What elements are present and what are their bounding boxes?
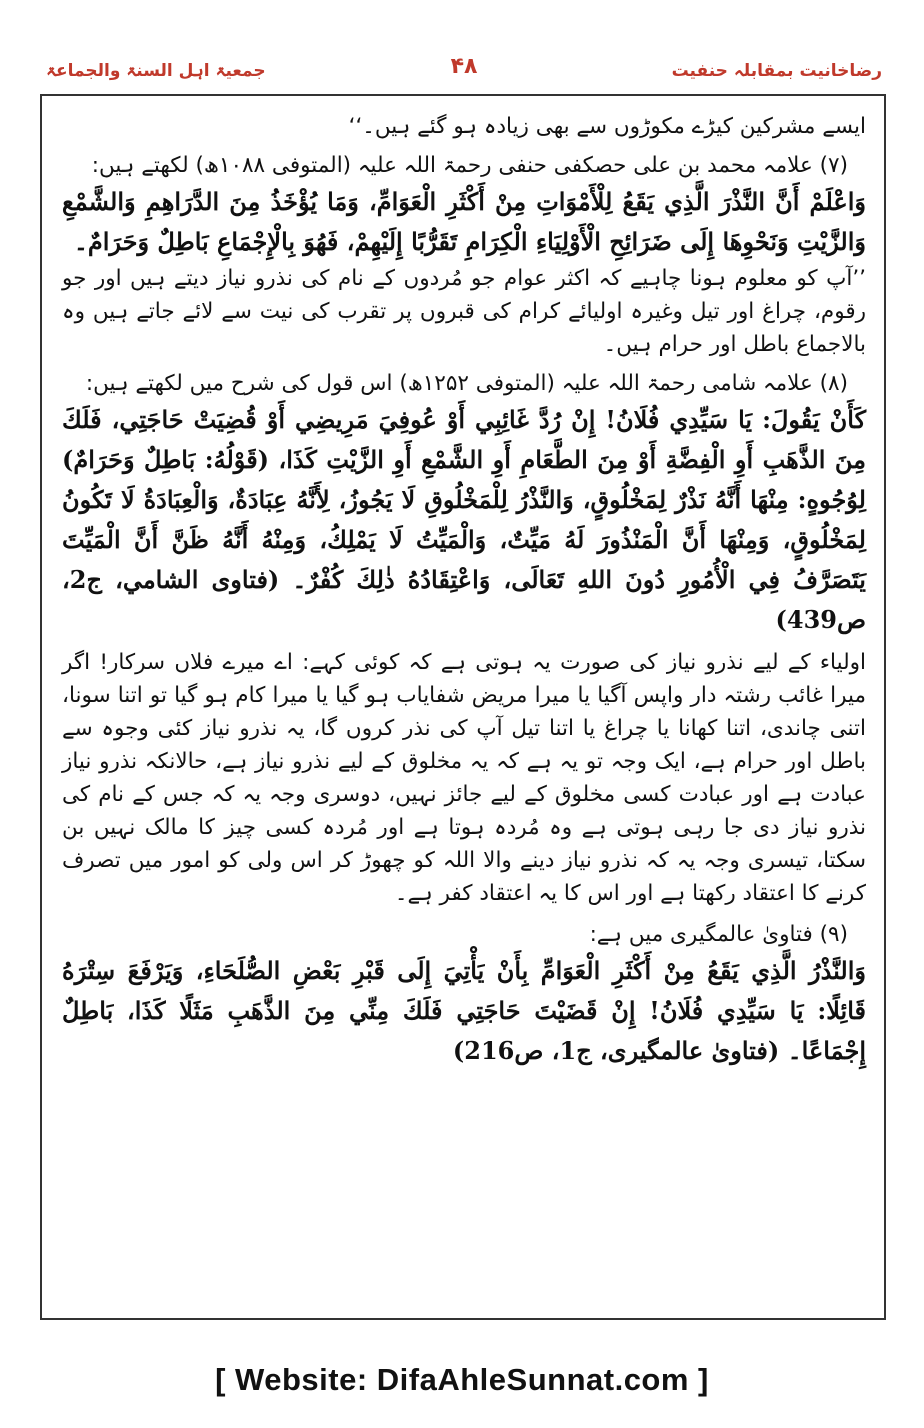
urdu-paragraph-3: اولیاء کے لیے نذرو نیاز کی صورت یہ ہوتی ہے کہ کوئی کہے: اے میرے فلاں سرکار! اگر میرا غائب رشتہ دار واپس آگیا یا میرا مریض شفایاب ہو گیا یا میرا کام ہو گیا تو اتنا سونا، اتنی چاندی، اتنا کھانا یا چراغ یا اتنا تیل آپ کی نذر کروں گا، یہ نذرو نیاز کئی وجوہ سے باطل اور حرام ہے، ایک وجہ تو یہ ہے کہ یہ مخلوق کے لیے نذرو نیاز ہے، حالانکہ نذرو نیاز عبادت ہے اور عبادت کسی مخلوق کے لیے جائز نہیں، دوسری وجہ یہ کہ جس کے نام کی نذرو نیاز دی جا رہی ہوتی ہے وہ مُردہ ہوتا ہے اور مُردہ کسی چیز کا مالک نہیں بن سکتا، تیسری وجہ یہ کہ نذرو نیاز دینے والا اللہ کو چھوڑ کر اس ولی کو امور میں تصرف کرنے کا اعتقاد رکھتا ہے اور اس کا یہ اعتقاد کفر ہے۔ (62, 650, 866, 906)
heading-7: (۷) علامہ محمد بن علی حصکفی حنفی رحمۃ اللہ علیہ (المتوفی ۱۰۸۸ھ) لکھتے ہیں: (91, 153, 848, 178)
heading-8: (۸) علامہ شامی رحمۃ اللہ علیہ (المتوفی ۱۲۵۲ھ) اس قول کی شرح میں لکھتے ہیں: (85, 371, 848, 396)
page-body (62, 110, 866, 1306)
header-book-title: رضاخانیت بمقابلہ حنفیت (671, 61, 882, 81)
page-header (46, 52, 882, 92)
urdu-paragraph-2: ’’آپ کو معلوم ہونا چاہیے کہ اکثر عوام جو مُردوں کے نام کی نذرو نیاز دیتے ہیں اور جو رقوم، چراغ اور تیل وغیرہ اولیائے کرام کی قبروں پر تقرب کی نیت سے لائے جاتے ہیں وہ بالاجماع باطل اور حرام ہیں۔ (62, 266, 866, 357)
urdu-paragraph-1: ایسے مشرکین کیڑے مکوڑوں سے بھی زیادہ ہو گئے ہیں۔‘‘ (348, 114, 866, 139)
arabic-quote-1: وَاعْلَمْ أَنَّ النَّذْرَ الَّذِي يَقَعُ لِلْأَمْوَاتِ مِنْ أَكْثَرِ الْعَوَامِّ، وَمَا يُؤْخَذُ مِنَ الدَّرَاهِمِ وَالشَّمْعِ وَالزَّيْتِ وَنَحْوِهَا إِلَى ضَرَائِحِ الْأَوْلِيَاءِ الْكِرَامِ تَقَرُّبًا إِلَيْهِمْ، فَهُوَ بِالْإِجْمَاعِ بَاطِلٌ وَحَرَامٌ۔ (62, 187, 866, 256)
header-publisher: جمعیۃ اہل السنۃ والجماعۃ (46, 61, 266, 81)
page-number: ۴۸ (450, 54, 478, 79)
arabic-quote-2: كَأَنْ يَقُولَ: يَا سَيِّدِي فُلَانُ! إِنْ رُدَّ غَائِبِي أَوْ عُوفِيَ مَرِيضِي أَوْ قُضِيَتْ حَاجَتِي، فَلَكَ مِنَ الذَّهَبِ أَوِ الْفِضَّةِ أَوْ مِنَ الطَّعَامِ أَوِ الشَّمْعِ أَوِ الزَّيْتِ كَذَا، (قَوْلُهُ: بَاطِلٌ وَحَرَامٌ) لِوُجُوهٍ: مِنْهَا أَنَّهُ نَذْرٌ لِمَخْلُوقٍ، وَالنَّذْرُ لِلْمَخْلُوقِ لَا يَجُوزُ، لِأَنَّهُ عِبَادَةٌ، وَالْعِبَادَةُ لَا تَكُونُ لِمَخْلُوقٍ، وَمِنْهَا أَنَّ الْمَنْذُورَ لَهُ مَيِّتٌ، وَالْمَيِّتُ لَا يَمْلِكُ، وَمِنْهُ أَنَّهُ ظَنَّ أَنَّ الْمَيِّتَ يَتَصَرَّفُ فِي الْأُمُورِ دُونَ اللهِ تَعَالَى، وَاعْتِقَادُهُ ذٰلِكَ كُفْرٌ۔ (فتاوى الشامي، ج2، ص439) (62, 405, 866, 634)
arabic-quote-3: وَالنَّذْرُ الَّذِي يَقَعُ مِنْ أَكْثَرِ الْعَوَامِّ بِأَنْ يَأْتِيَ إِلَى قَبْرِ بَعْضِ الصُّلَحَاءِ، وَيَرْفَعَ سِتْرَهُ قَائِلًا: يَا سَيِّدِي فُلَانُ! إِنْ قَضَيْتَ حَاجَتِي فَلَكَ مِنِّي مِنَ الذَّهَبِ مَثَلًا كَذَا، بَاطِلٌ إِجْمَاعًا۔ (فتاوىٰ عالمگیری، ج1، ص216) (62, 956, 867, 1065)
heading-9: (۹) فتاویٰ عالمگیری میں ہے: (589, 922, 848, 947)
website-footer: [ Website: DifaAhleSunnat.com ] (215, 1362, 709, 1397)
